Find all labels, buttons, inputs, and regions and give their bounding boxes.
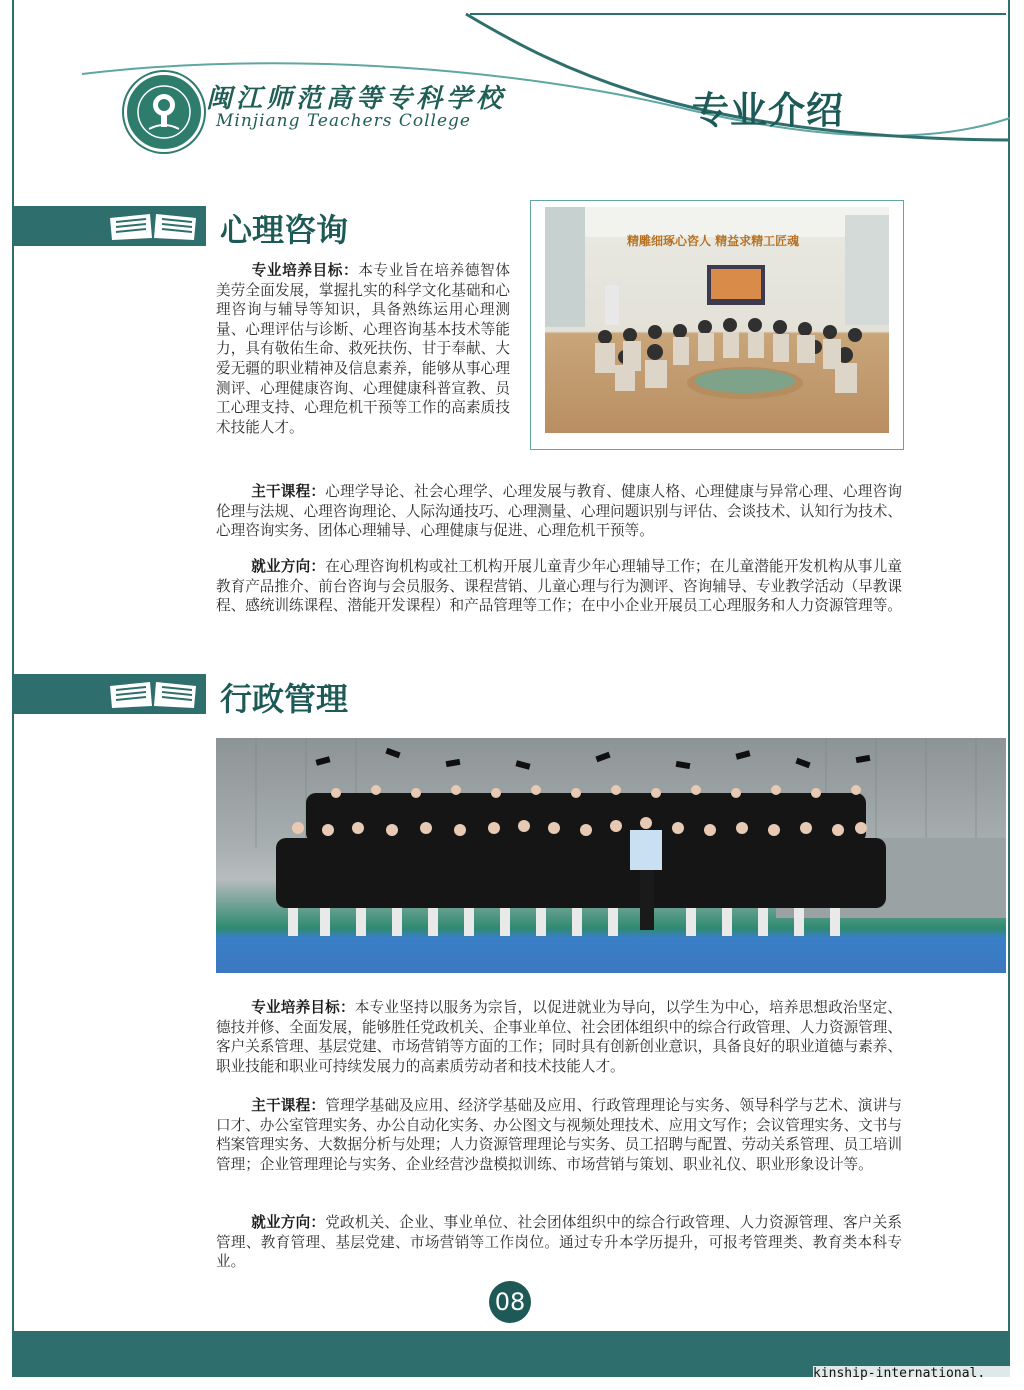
photo-frame [530,200,904,450]
paragraph-text: 管理学基础及应用、经济学基础及应用、行政管理理论与实务、领导科学与艺术、演讲与口才、办公室管理实务、办公自动化实务、办公图文与视频处理技术、应用文写作；会议管理实务、文书与档案管理实务、大数据分析与处理；人力资源管理理论与实务、员工招聘与配置、劳动关系管理、员工培训管理；企业管理理论与实务、企业经营沙盘模拟训练、市场营销与策划、职业礼仪、职业形象设计等。 [216,1097,902,1173]
section-bar [14,206,206,246]
photo-banner-text: 精雕细琢心咨人 精益求精工匠魂 [627,234,800,248]
section-bar [14,674,206,714]
paragraph-label: 就业方向： [251,1214,326,1231]
school-name-en: Minjiang Teachers College [216,111,471,131]
page-title: 专业介绍 [692,89,844,132]
section-title-psychology: 心理咨询 [220,211,349,249]
paragraph-courses [216,482,902,541]
graduation-photo-administration [216,738,1006,973]
paragraph-training-goal [216,261,510,437]
paragraph-text: 心理学导论、社会心理学、心理发展与教育、健康人格、心理健康与异常心理、心理咨询伦理与法规、心理咨询理论、人际沟通技巧、心理测量、心理问题识别与评估、会谈技术、认知行为技术、心理咨询实务、团体心理辅导、心理健康与促进、心理危机干预等。 [216,483,902,540]
right-border [1008,0,1010,1335]
book-icon [106,208,202,244]
school-name-cn: 闽江师范高等专科学校 [206,84,507,114]
paragraph-label: 主干课程： [251,483,326,500]
paragraph-text: 本专业旨在培养德智体美劳全面发展，掌握扎实的科学文化基础和心理咨询与辅导等知识，具备熟练运用心理测量、心理评估与诊断、心理咨询基本技术等能力，具有敬佑生命、救死扶伤、甘于奉献、大爱无疆的职业精神及信息素养，能够从事心理测评、心理健康咨询、心理健康科普宣教、员工心理支持、心理危机干预等工作的高素质技术技能人才。 [216,262,510,436]
section-title-administration: 行政管理 [220,680,349,718]
watermark: kinship-international. [813,1366,1024,1381]
paragraph-employment [216,557,902,616]
paragraph-label: 专业培养目标： [251,262,359,279]
left-border [12,0,14,1335]
paragraph-label: 就业方向： [251,558,326,575]
paragraph-training-goal [216,998,902,1076]
paragraph-label: 专业培养目标： [251,999,355,1016]
paragraph-text: 本专业坚持以服务为宗旨，以促进就业为导向，以学生为中心，培养思想政治坚定、德技并修、全面发展，能够胜任党政机关、企事业单位、社会团体组织中的综合行政管理、人力资源管理、客户关系管理、基层党建、市场营销等方面的工作；同时具有创新创业意识，具备良好的职业道德与素养、职业技能和职业可持续发展力的高素质劳动者和技术技能人才。 [216,999,902,1075]
class-photo-psychology [545,207,889,433]
book-icon [106,676,202,712]
paragraph-employment [216,1213,902,1272]
page-number: 08 [489,1281,531,1323]
paragraph-text: 党政机关、企业、事业单位、社会团体组织中的综合行政管理、人力资源管理、客户关系管理、教育管理、基层党建、市场营销等工作岗位。通过专升本学历提升，可报考管理类、教育类本科专业。 [216,1214,902,1271]
paragraph-courses [216,1096,902,1174]
school-logo [124,72,204,152]
paragraph-label: 主干课程： [251,1097,326,1114]
paragraph-text: 在心理咨询机构或社工机构开展儿童青少年心理辅导工作；在儿童潜能开发机构从事儿童教育产品推介、前台咨询与会员服务、课程营销、儿童心理与行为测评、咨询辅导、专业教学活动（早教课程、感统训练课程、潜能开发课程）和产品管理等工作；在中小企业开展员工心理服务和人力资源管理等。 [216,558,902,615]
